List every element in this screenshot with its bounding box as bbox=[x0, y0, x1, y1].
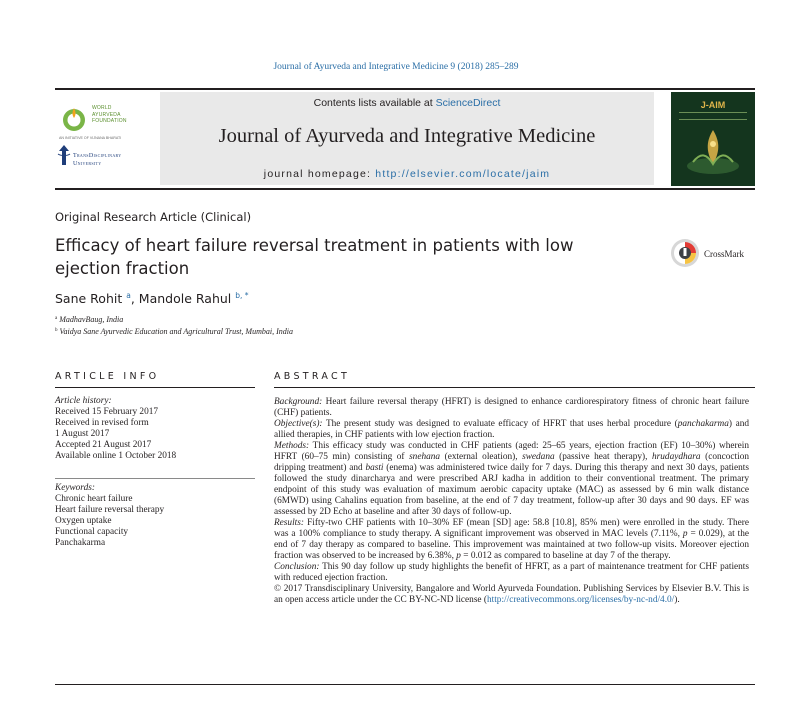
cover-figure-icon bbox=[671, 92, 755, 186]
abstract-body bbox=[274, 397, 749, 606]
article-info-rule bbox=[55, 387, 255, 388]
article-title: Efficacy of heart failure reversal treatment in patients with low ejection fraction bbox=[55, 236, 574, 278]
keyword-item: Heart failure reversal therapy bbox=[55, 504, 165, 515]
history-item: Accepted 21 August 2017 bbox=[55, 439, 152, 450]
keyword-item: Oxygen uptake bbox=[55, 515, 112, 526]
journal-homepage-link[interactable]: http://elsevier.com/locate/jaim bbox=[375, 168, 551, 180]
abstract-methods: Methods: This efficacy study was conducted in CHF patients (aged: 25–65 years, ejection fraction (EF) 10–30%) wherein HFRT (60–75 min) consisting of snehana (external oleation), swedana (passive heat therapy), hrudaydhara (concoction dripping treatment) and basti (enema) was administered twice daily for 7 days. During this therapy and next 30 days, patients followed the study dinarcharya and were prescribed ARJ kadha in addition to their conventional treatment. The primary endpoint of this study was evaluation of maximum aerobic capacity uptake (MAC) as assessed by 6 min walk distance (6MWD) using Cahalins equation from baseline, at the end of 7 day treatment, follow-up after 30 days and 90 days. EF was assessed by 2D Echo at baseline and after 30 days of follow-up. bbox=[274, 440, 749, 517]
abstract-background: Background: Heart failure reversal therapy (HFRT) is designed to enhance cardiorespiratory fitness of chronic heart failure (CHF) patients. bbox=[274, 397, 749, 418]
journal-reference[interactable]: Journal of Ayurveda and Integrative Medicine 9 (2018) 285–289 bbox=[273, 62, 519, 72]
keywords-label: Keywords: bbox=[55, 483, 95, 493]
keyword-item: Functional capacity bbox=[55, 526, 129, 537]
keywords-block bbox=[55, 483, 255, 548]
sciencedirect-link[interactable]: ScienceDirect bbox=[435, 97, 501, 109]
abstract-conclusion: Conclusion: This 90 day follow up study highlights the benefit of HFRT, as a part of maintenance treatment for CHF patients with reduced ejection fraction. bbox=[274, 561, 749, 583]
header-bottom-rule bbox=[55, 188, 755, 190]
contents-available-line: Contents lists available at ScienceDirect bbox=[313, 97, 501, 109]
keyword-item: Panchakarma bbox=[55, 537, 106, 548]
cover-title: J-AIM bbox=[700, 100, 726, 110]
wayf-logo-subtext: AN INITIATIVE OF VIJNANA BHARATI bbox=[59, 136, 122, 140]
front-matter-bottom-rule bbox=[55, 684, 755, 685]
crossmark-icon bbox=[670, 238, 700, 268]
crossmark-label: CrossMark bbox=[704, 249, 744, 259]
header-top-rule bbox=[55, 88, 755, 90]
publisher-logos bbox=[55, 96, 155, 184]
crossmark-badge[interactable] bbox=[670, 238, 755, 268]
author-affiliation-mark[interactable]: b, * bbox=[235, 291, 249, 300]
journal-title: Journal of Ayurveda and Integrative Medicine bbox=[218, 125, 596, 147]
keyword-item: Chronic heart failure bbox=[55, 493, 133, 504]
history-item: Received 15 February 2017 bbox=[55, 406, 159, 417]
journal-header-panel bbox=[160, 92, 654, 185]
license-link[interactable]: http://creativecommons.org/licenses/by-nc-nd/4.0/ bbox=[486, 594, 675, 605]
journal-cover-thumbnail[interactable] bbox=[671, 92, 755, 186]
abstract-results: Results: Fifty-two CHF patients with 10–30% EF (mean [SD] age: 58.8 [10.8], 85% men) were enrolled in the study. There was a 100% compliance to study therapy. A significant improvement was observed in MAC levels (7.11%, p = 0.029), at the end of 7 day therapy as compared to baseline. This improvement was maintained at two follow-up visits. Moreover ejection fraction was observed to be increased by 6.38%, p = 0.012 as compared to baseline at day 7 of the therapy. bbox=[274, 517, 749, 561]
history-item: 1 August 2017 bbox=[55, 428, 110, 439]
abstract-heading: ABSTRACT bbox=[274, 371, 351, 382]
journal-homepage-line: journal homepage: http://elsevier.com/locate/jaim bbox=[263, 168, 551, 180]
history-item: Available online 1 October 2018 bbox=[55, 450, 177, 461]
world-ayurveda-foundation-logo-icon bbox=[61, 106, 87, 132]
author-name[interactable]: Mandole Rahul bbox=[138, 291, 232, 306]
article-history bbox=[55, 396, 255, 461]
abstract-objective: Objective(s): The present study was designed to evaluate efficacy of HFRT that uses herbal procedure (panchakarma) and allied therapies, in CHF patients with low ejection fraction. bbox=[274, 418, 749, 440]
history-item: Received in revised form bbox=[55, 417, 149, 428]
transdisciplinary-university-logo-icon bbox=[57, 144, 71, 166]
tdu-logo-text: TransDisciplinary University bbox=[73, 153, 122, 167]
author-list: Sane Rohit $^a$, Mandole Rahul $^{b, *}$ bbox=[55, 291, 249, 306]
article-info-heading: ARTICLE INFO bbox=[55, 371, 160, 382]
article-type: Original Research Article (Clinical) bbox=[55, 210, 252, 224]
article-history-label: Article history: bbox=[55, 396, 112, 406]
affiliation-b: $^b$ Vaidya Sane Ayurvedic Education and Agricultural Trust, Mumbai, India bbox=[55, 327, 293, 336]
copyright-statement: © 2017 Transdisciplinary University, Bangalore and World Ayurveda Foundation. Publishing Services by Elsevier B.V. This is an open access article under the CC BY-NC-ND license (http://creativecommons.org/licenses/by-nc-nd/4.0/). bbox=[274, 583, 749, 605]
keywords-rule bbox=[55, 478, 255, 479]
wayf-logo-text: WORLD AYURVEDA FOUNDATION bbox=[92, 105, 127, 124]
author-affiliation-mark[interactable]: a bbox=[126, 291, 131, 300]
author-name[interactable]: Sane Rohit bbox=[55, 291, 123, 306]
abstract-rule bbox=[274, 387, 755, 388]
affiliation-a: $^a$ MadhavBaug, India bbox=[55, 315, 124, 324]
